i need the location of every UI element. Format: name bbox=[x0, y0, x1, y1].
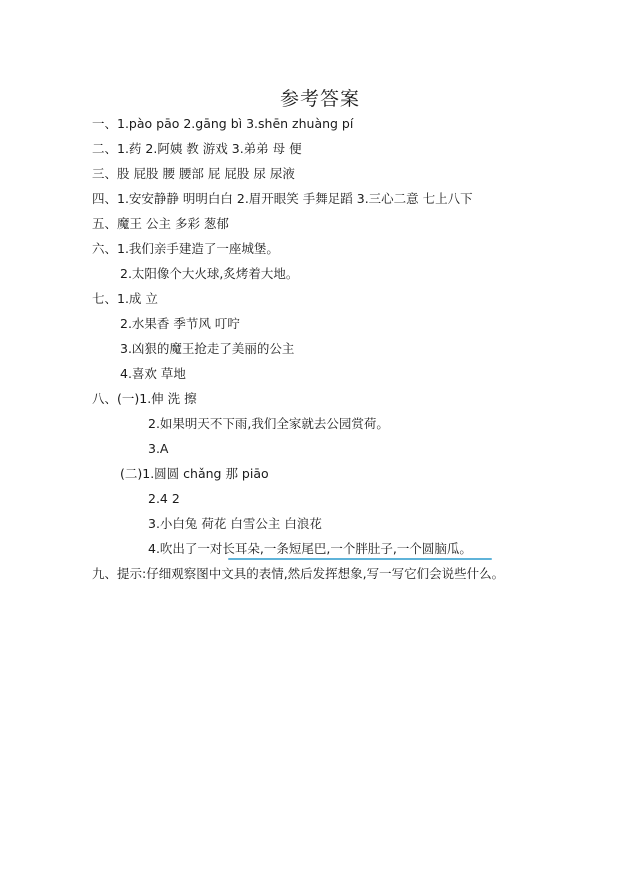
answer-line-5: 五、魔王 公主 多彩 葱郁 bbox=[92, 216, 229, 231]
answer-line-3: 三、股 屁股 腰 腰部 屁 屁股 尿 尿液 bbox=[92, 166, 295, 181]
page-title: 参考答案 bbox=[279, 88, 360, 110]
answer-line-17: 3.小白兔 荷花 白雪公主 白浪花 bbox=[148, 516, 322, 531]
answer-line-13: 2.如果明天不下雨,我们全家就去公园赏荷。 bbox=[148, 416, 389, 431]
answer-line-14: 3.A bbox=[148, 441, 169, 456]
answer-line-18: 4.吹出了一对长耳朵,一条短尾巴,一个胖肚子,一个圆脑瓜。 bbox=[148, 541, 472, 556]
answer-line-16: 2.4 2 bbox=[148, 491, 180, 506]
answer-line-7: 2.太阳像个大火球,炙烤着大地。 bbox=[120, 266, 299, 281]
answer-line-1: 一、1.pào pāo 2.gāng bì 3.shēn zhuàng pí bbox=[92, 116, 354, 131]
answer-line-9: 2.水果香 季节风 叮咛 bbox=[120, 316, 240, 331]
answer-line-12: 八、(一)1.伸 洗 擦 bbox=[92, 391, 197, 406]
answer-line-11: 4.喜欢 草地 bbox=[120, 366, 186, 381]
answer-line-19: 九、提示:仔细观察图中文具的表情,然后发挥想象,写一写它们会说些什么。 bbox=[92, 566, 505, 581]
answer-line-15: (二)1.圆圆 chǎng 那 piāo bbox=[120, 466, 269, 481]
answer-line-6: 六、1.我们亲手建造了一座城堡。 bbox=[92, 241, 279, 256]
answer-line-8: 七、1.成 立 bbox=[92, 291, 158, 306]
highlight-underline bbox=[228, 558, 492, 560]
answer-line-2: 二、1.药 2.阿姨 教 游戏 3.弟弟 母 便 bbox=[92, 141, 302, 156]
answer-line-4: 四、1.安安静静 明明白白 2.眉开眼笑 手舞足蹈 3.三心二意 七上八下 bbox=[92, 191, 473, 206]
answer-line-10: 3.凶狠的魔王抢走了美丽的公主 bbox=[120, 341, 295, 356]
